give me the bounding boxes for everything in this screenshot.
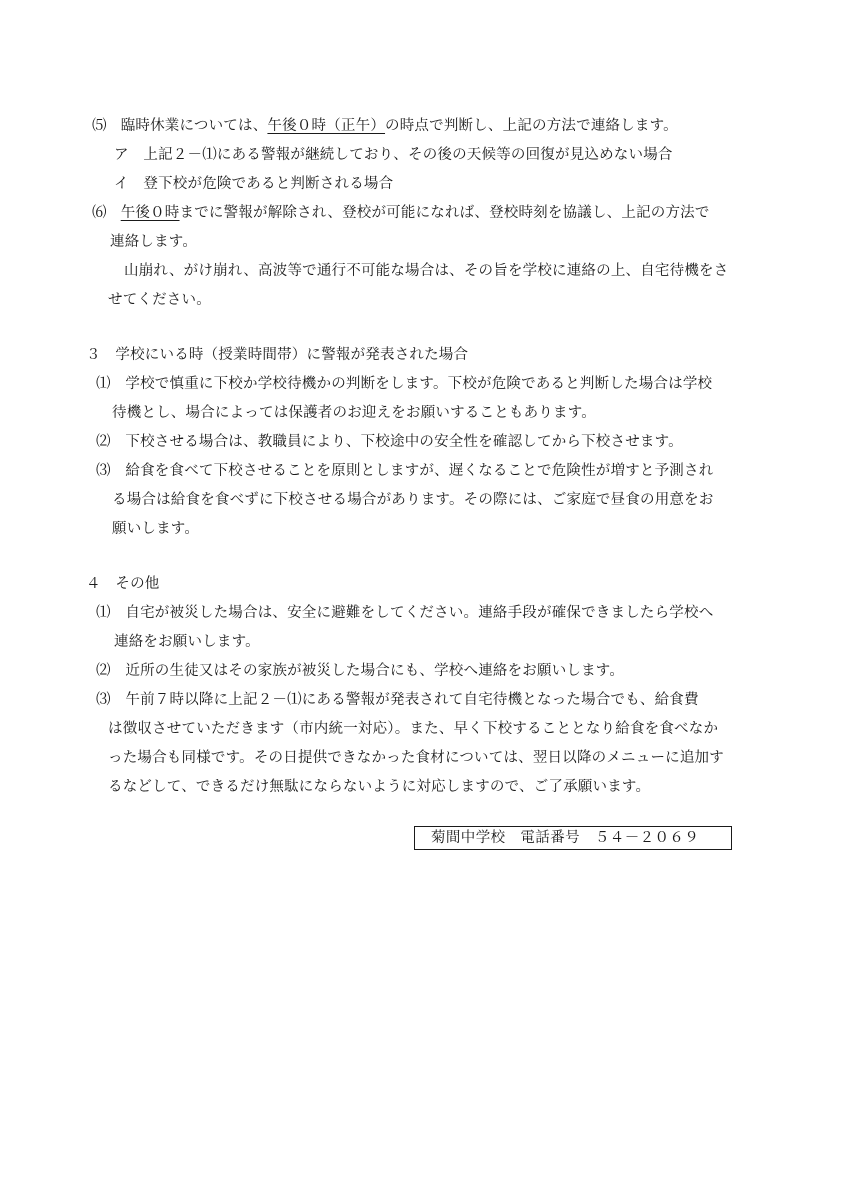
section-3-item-3-line-2: る場合は給食を食べずに下校させる場合があります。その際には、ご家庭で昼食の用意をお [112,492,714,508]
item-5-text-pre: 臨時休業については、 [120,118,268,134]
section-3-item-2-line-1: ⑵ 下校させる場合は、教職員により、下校途中の安全性を確認してから下校させます。 [96,434,683,450]
section-3-heading: ３ 学校にいる時（授業時間帯）に警報が発表された場合 [86,347,469,363]
item-6-line [92,199,710,227]
item-5-line [92,112,678,140]
section-4-item-3-line-4: るなどして、できるだけ無駄にならないように対応しますので、ご了承願います。 [108,779,651,795]
item-5-number: ⑸ [92,118,107,134]
section-3-item-3-line-3: 願いします。 [112,521,200,537]
item-5-text-post: の時点で判断し、上記の方法で連絡します。 [385,118,678,134]
item-5-sub-a: ア 上記２－⑴にある警報が継続しており、その後の天候等の回復が見込めない場合 [114,147,673,163]
school-contact-text: 菊間中学校 電話番号 ５４－２０６９ [431,830,700,846]
item-6-number: ⑹ [92,205,107,221]
item-6-text: までに警報が解除され、登校が可能になれば、登校時刻を協議し、上記の方法で [179,205,710,221]
section-4-item-3-line-2: は徴収させていただきます（市内統一対応）。また、早く下校することとなり給食を食べなか [108,721,719,737]
item-5-underlined-time: 午後０時（正午） [267,118,386,134]
section-4-heading: ４ その他 [86,576,160,592]
section-3-item-1-line-2: 待機とし、場合によっては保護者のお迎えをお願いすることもあります。 [112,405,596,421]
section-3-item-1-line-1: ⑴ 学校で慎重に下校か学校待機かの判断をします。下校が危険であると判断した場合は学校 [96,376,713,392]
item-5-sub-i: イ 登下校が危険であると判断される場合 [114,176,394,192]
school-contact-box [414,826,732,850]
section-4-item-3-line-3: った場合も同様です。その日提供できなかった食材については、翌日以降のメニューに追加す [108,750,724,766]
item-6-note-2: せてください。 [108,292,211,308]
section-4-item-2-line-1: ⑵ 近所の生徒又はその家族が被災した場合にも、学校へ連絡をお願いします。 [96,663,625,679]
section-3-item-3-line-1: ⑶ 給食を食べて下校させることを原則としますが、遅くなることで危険性が増すと予測され [96,463,714,479]
section-4-item-1-line-1: ⑴ 自宅が被災した場合は、安全に避難をしてください。連絡手段が確保できましたら学校へ [96,605,714,621]
item-6-line-2: 連絡します。 [110,234,198,250]
item-6-underlined-time: 午後０時 [120,205,180,221]
section-4-item-1-line-2: 連絡をお願いします。 [114,634,260,650]
item-6-note-1: 山崩れ、がけ崩れ、高波等で通行不可能な場合は、その旨を学校に連絡の上、自宅待機をさ [124,263,729,279]
section-4-item-3-line-1: ⑶ 午前７時以降に上記２－⑴にある警報が発表されて自宅待機となった場合でも、給食費 [96,692,699,708]
